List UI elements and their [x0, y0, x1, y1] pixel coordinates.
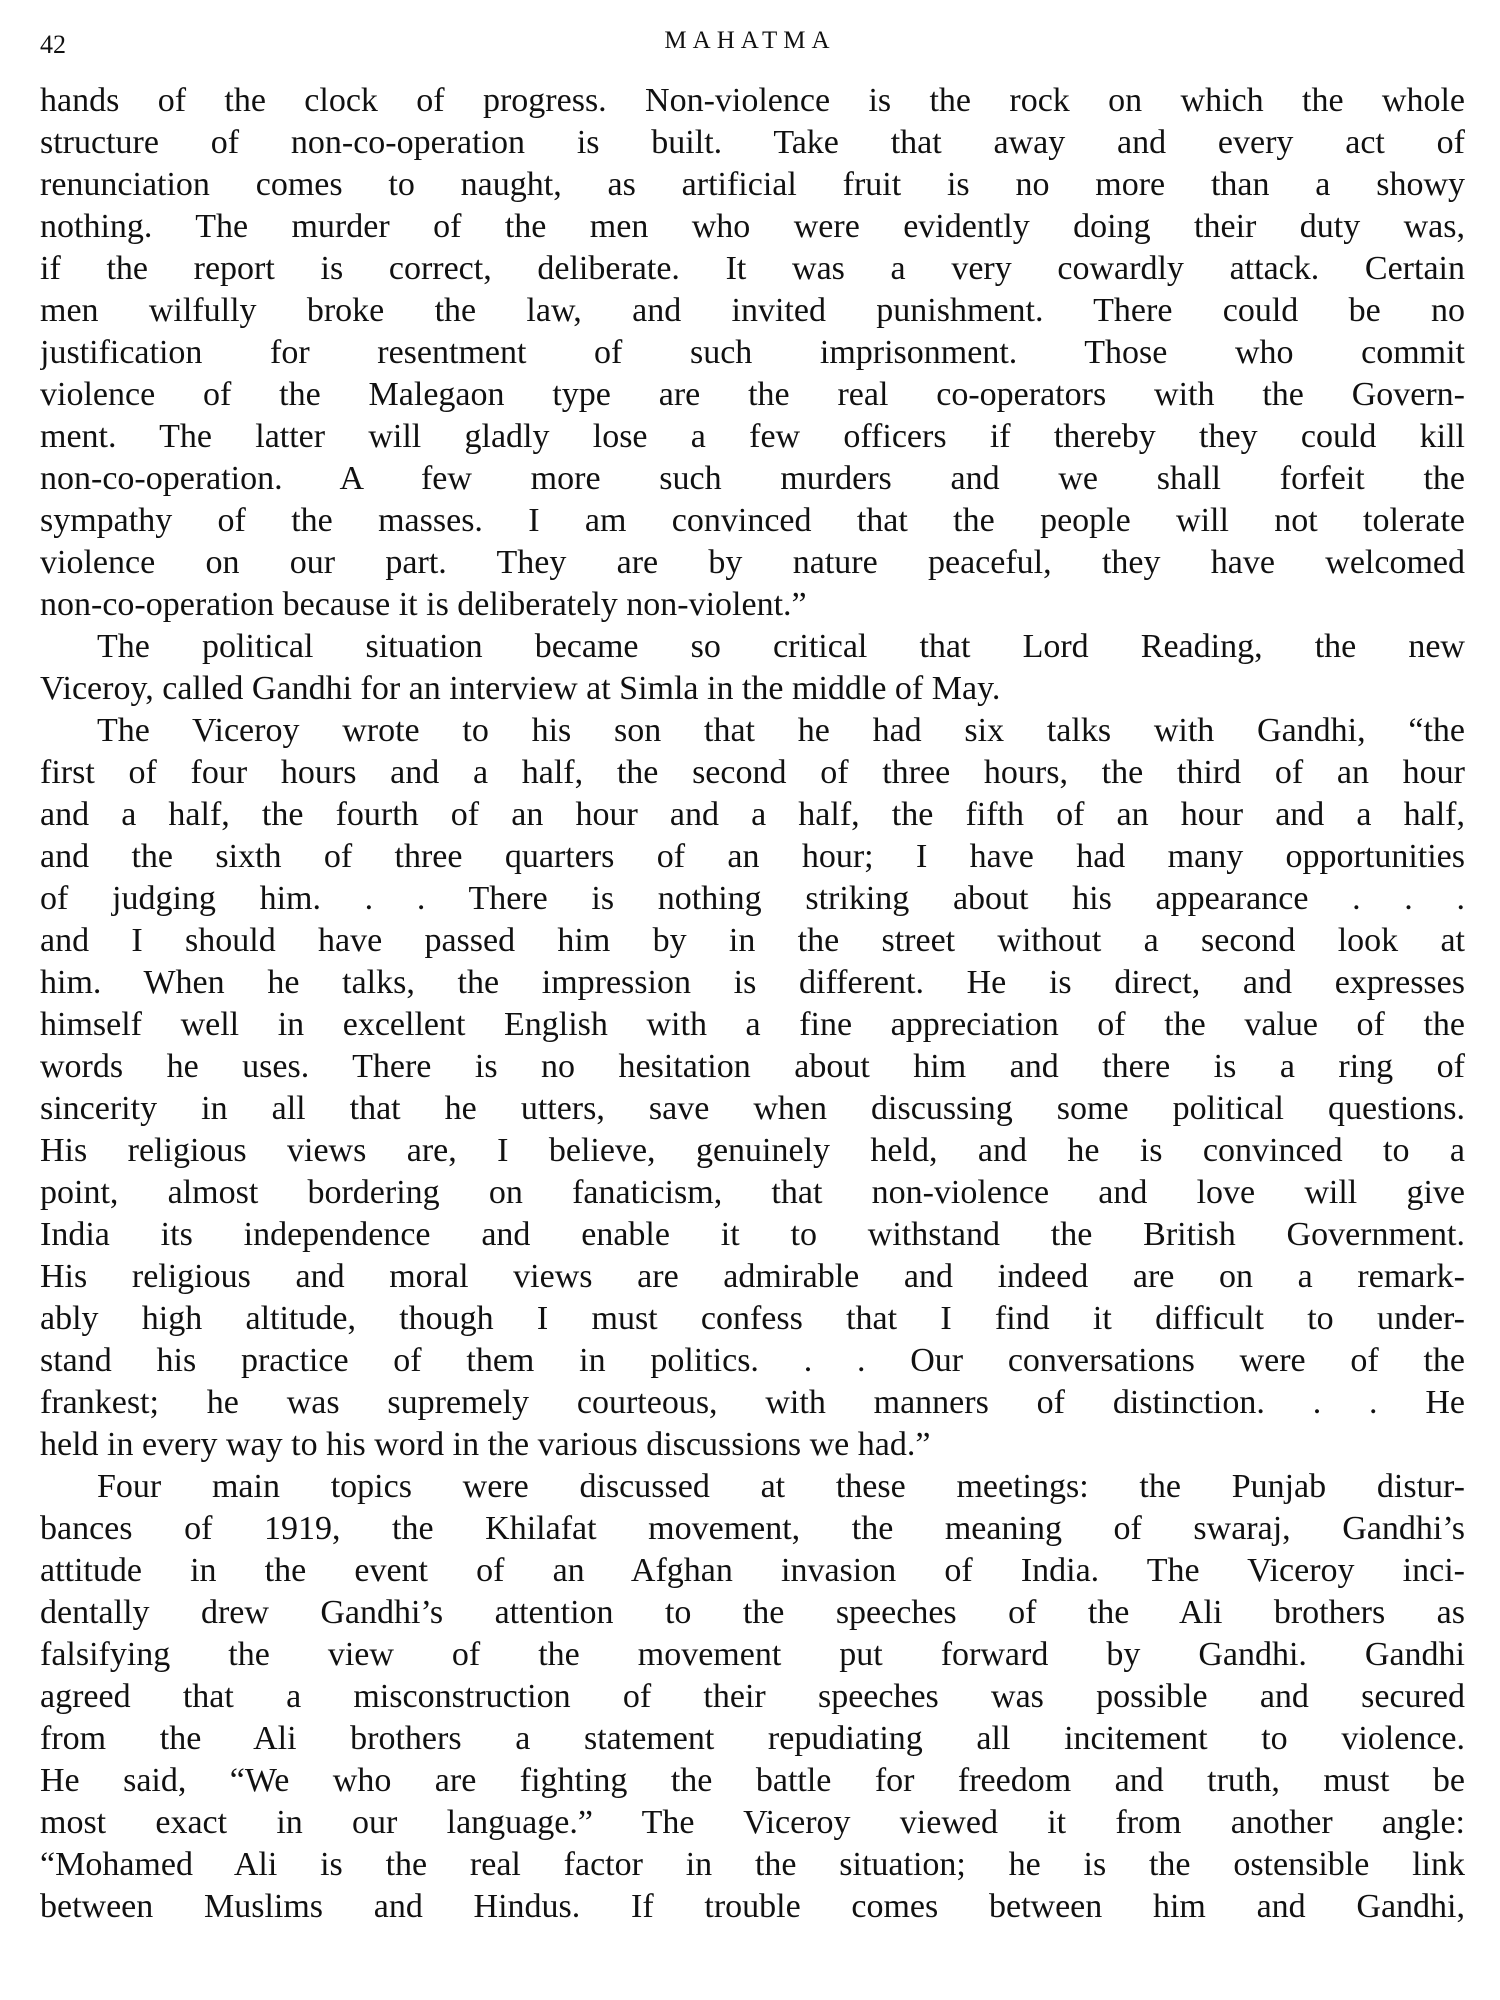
text-line: him. When he talks, the impression is different. He is direct, and expresses — [40, 964, 1465, 1001]
text-line: of judging him. . . There is nothing striking about his appearance . . . — [40, 880, 1465, 917]
text-line: The political situation became so critical that Lord Reading, the new — [97, 628, 1465, 665]
text-line: stand his practice of them in politics. . . Our conversations were of the — [40, 1342, 1465, 1379]
text-line: India its independence and enable it to withstand the British Government. — [40, 1216, 1465, 1253]
text-line: ment. The latter will gladly lose a few officers if thereby they could kill — [40, 418, 1465, 455]
text-line: men wilfully broke the law, and invited punishment. There could be no — [40, 292, 1465, 329]
text-line: point, almost bordering on fanaticism, that non-violence and love will give — [40, 1174, 1465, 1211]
text-line: hands of the clock of progress. Non-violence is the rock on which the whole — [40, 82, 1465, 119]
text-line: from the Ali brothers a statement repudiating all incitement to violence. — [40, 1720, 1465, 1757]
text-line: renunciation comes to naught, as artificial fruit is no more than a showy — [40, 166, 1465, 203]
text-line: falsifying the view of the movement put forward by Gandhi. Gandhi — [40, 1636, 1465, 1673]
text-line: violence on our part. They are by nature peaceful, they have welcomed — [40, 544, 1465, 581]
running-title: MAHATMA — [664, 27, 836, 54]
text-line: non-co-operation. A few more such murders and we shall forfeit the — [40, 460, 1465, 497]
text-line: nothing. The murder of the men who were evidently doing their duty was, — [40, 208, 1465, 245]
text-line: Four main topics were discussed at these meetings: the Punjab distur- — [97, 1468, 1465, 1505]
page-header — [40, 22, 1460, 62]
text-line: between Muslims and Hindus. If trouble comes between him and Gandhi, — [40, 1888, 1465, 1925]
text-line: held in every way to his word in the various discussions we had.” — [40, 1426, 931, 1463]
page-number: 42 — [40, 30, 66, 59]
text-line: and I should have passed him by in the street without a second look at — [40, 922, 1465, 959]
text-line: sympathy of the masses. I am convinced that the people will not tolerate — [40, 502, 1465, 539]
text-line: ably high altitude, though I must confess that I find it difficult to under- — [40, 1300, 1465, 1337]
text-line: and the sixth of three quarters of an hour; I have had many opportunities — [40, 838, 1465, 875]
text-line: himself well in excellent English with a fine appreciation of the value of the — [40, 1006, 1465, 1043]
text-line: most exact in our language.” The Viceroy viewed it from another angle: — [40, 1804, 1465, 1841]
text-line: non-co-operation because it is deliberately non-violent.” — [40, 586, 807, 623]
text-line: His religious views are, I believe, genuinely held, and he is convinced to a — [40, 1132, 1465, 1169]
text-line: and a half, the fourth of an hour and a half, the fifth of an hour and a half, — [40, 796, 1465, 833]
text-line: frankest; he was supremely courteous, with manners of distinction. . . He — [40, 1384, 1465, 1421]
text-line: bances of 1919, the Khilafat movement, the meaning of swaraj, Gandhi’s — [40, 1510, 1465, 1547]
text-line: words he uses. There is no hesitation about him and there is a ring of — [40, 1048, 1465, 1085]
text-line: if the report is correct, deliberate. It was a very cowardly attack. Certain — [40, 250, 1465, 287]
text-line: sincerity in all that he utters, save when discussing some political questions. — [40, 1090, 1465, 1127]
text-line: justification for resentment of such imprisonment. Those who commit — [40, 334, 1465, 371]
text-line: first of four hours and a half, the second of three hours, the third of an hour — [40, 754, 1465, 791]
text-line: attitude in the event of an Afghan invasion of India. The Viceroy inci- — [40, 1552, 1465, 1589]
body-text — [40, 80, 1465, 1928]
text-line: He said, “We who are fighting the battle for freedom and truth, must be — [40, 1762, 1465, 1799]
text-line: “Mohamed Ali is the real factor in the situation; he is the ostensible link — [40, 1846, 1465, 1883]
text-line: agreed that a misconstruction of their speeches was possible and secured — [40, 1678, 1465, 1715]
text-line: His religious and moral views are admirable and indeed are on a remark- — [40, 1258, 1465, 1295]
text-line: dentally drew Gandhi’s attention to the speeches of the Ali brothers as — [40, 1594, 1465, 1631]
text-line: violence of the Malegaon type are the real co-operators with the Govern- — [40, 376, 1465, 413]
text-line: Viceroy, called Gandhi for an interview at Simla in the middle of May. — [40, 670, 1001, 707]
text-line: structure of non-co-operation is built. Take that away and every act of — [40, 124, 1465, 161]
text-line: The Viceroy wrote to his son that he had six talks with Gandhi, “the — [97, 712, 1465, 749]
